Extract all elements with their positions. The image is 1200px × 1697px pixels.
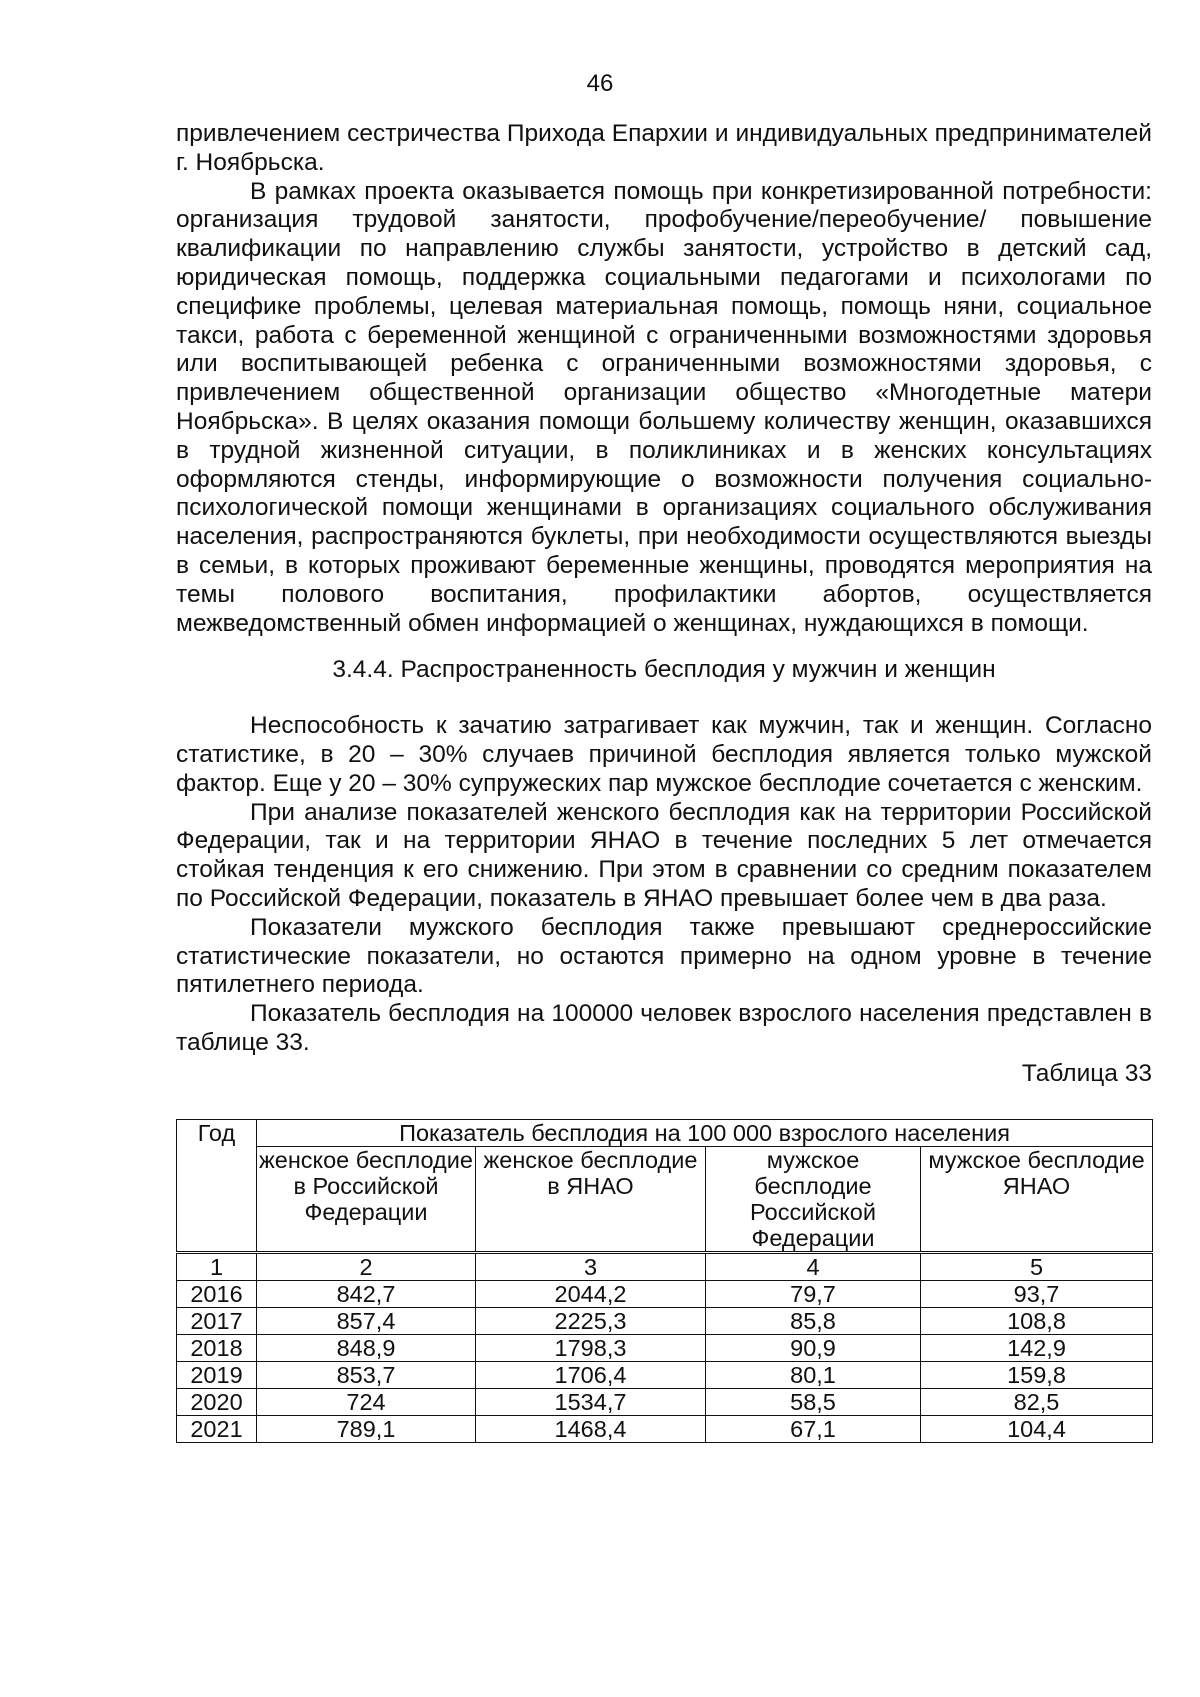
infertility-table — [176, 1119, 1153, 1443]
column-header: мужское бесплодие Российской Федерации — [706, 1146, 921, 1252]
table-cell: 724 — [257, 1388, 476, 1415]
table-cell: 1468,4 — [476, 1415, 706, 1442]
group-header: Показатель бесплодия на 100 000 взрослого населения — [257, 1119, 1153, 1146]
paragraph: Показатели мужского бесплодия также превышают среднероссийские статистические показатели, но остаются примерно на одном уровне в течение пятилетнего периода. — [176, 913, 1152, 999]
table-row — [177, 1415, 1153, 1442]
paragraph: Неспособность к зачатию затрагивает как мужчин, так и женщин. Согласно статистике, в 20 – 30% случаев причиной бесплодия является только мужской фактор. Еще у 20 – 30% супружеских пар мужское бесплодие сочетается с женским. — [176, 712, 1152, 797]
column-header: женское бесплодие в Российской Федерации — [257, 1146, 476, 1252]
table-cell: 857,4 — [257, 1307, 476, 1334]
column-number: 1 — [177, 1252, 257, 1280]
paragraph: В рамках проекта оказывается помощь при конкретизированной потребности: организация трудовой занятости, профобучение/переобучение/ повышение квалификации по направлению службы занятости, устройство в детский сад, юридическая помощь, поддержка социальными педагогами и психологами по специфике проблемы, целевая материальная помощь, помощь няни, социальное такси, работа с беременной женщиной с ограниченными возможностями здоровья или воспитывающей ребенка с ограниченными возможностями здоровья, с привлечением общественной организации общество «Многодетные матери Ноябрьска». В целях оказания помощи большему количеству женщин, оказавшихся в трудной жизненной ситуации, в поликлиниках и в женских консультациях оформляются стенды, информирующие о возможности получения социально-психологической помощи женщинами в организациях социального обслуживания населения, распространяются буклеты, при необходимости осуществляются выезды в семьи, в которых проживают беременные женщины, проводятся мероприятия на темы полового воспитания, профилактики абортов, осуществляется межведомственный обмен информацией о женщинах, нуждающихся в помощи. — [176, 177, 1152, 637]
page-number: 46 — [586, 70, 614, 97]
table-row — [177, 1388, 1153, 1415]
table-cell: 1798,3 — [476, 1334, 706, 1361]
section-title: 3.4.4. Распространенность бесплодия у мужчин и женщин — [332, 656, 996, 684]
table-cell: 2017 — [177, 1307, 257, 1334]
table-caption: Таблица 33 — [1021, 1059, 1152, 1087]
year-header: Год — [177, 1119, 257, 1252]
table-cell: 142,9 — [921, 1334, 1153, 1361]
table-cell: 2019 — [177, 1361, 257, 1388]
document-body — [176, 120, 1152, 1443]
table-cell: 848,9 — [257, 1334, 476, 1361]
column-number: 5 — [921, 1252, 1153, 1280]
table-cell: 2225,3 — [476, 1307, 706, 1334]
column-header: женское бесплодие в ЯНАО — [476, 1146, 706, 1252]
column-number: 4 — [706, 1252, 921, 1280]
table-cell: 2018 — [177, 1334, 257, 1361]
paragraph: При анализе показателей женского бесплодия как на территории Российской Федерации, так и на территории ЯНАО в течение последних 5 лет отмечается стойкая тенденция к его снижению. При этом в сравнении со средним показателем по Российской Федерации, показатель в ЯНАО превышает более чем в два раза. — [176, 798, 1152, 912]
table-cell: 93,7 — [921, 1280, 1153, 1307]
table-cell: 82,5 — [921, 1388, 1153, 1415]
table-cell: 80,1 — [706, 1361, 921, 1388]
column-number: 3 — [476, 1252, 706, 1280]
table-cell: 853,7 — [257, 1361, 476, 1388]
table-cell: 159,8 — [921, 1361, 1153, 1388]
table-cell: 789,1 — [257, 1415, 476, 1442]
table-cell: 85,8 — [706, 1307, 921, 1334]
table-cell: 1706,4 — [476, 1361, 706, 1388]
table-cell: 1534,7 — [476, 1388, 706, 1415]
table-row — [177, 1307, 1153, 1334]
table-cell: 108,8 — [921, 1307, 1153, 1334]
paragraph: Показатель бесплодия на 100000 человек взрослого населения представлен в таблице 33. — [176, 1000, 1152, 1056]
column-header: мужское бесплодие ЯНАО — [921, 1146, 1153, 1252]
table-cell: 2021 — [177, 1415, 257, 1442]
table-cell: 2016 — [177, 1280, 257, 1307]
table-row — [177, 1280, 1153, 1307]
table-cell: 2020 — [177, 1388, 257, 1415]
table-cell: 67,1 — [706, 1415, 921, 1442]
table-cell: 90,9 — [706, 1334, 921, 1361]
table-cell: 104,4 — [921, 1415, 1153, 1442]
table-cell: 2044,2 — [476, 1280, 706, 1307]
table-row — [177, 1361, 1153, 1388]
paragraph: привлечением сестричества Прихода Епархии и индивидуальных предпринимателей г. Ноябрьска. — [176, 120, 1152, 176]
table-cell: 79,7 — [706, 1280, 921, 1307]
column-number: 2 — [257, 1252, 476, 1280]
table-cell: 842,7 — [257, 1280, 476, 1307]
column-numbering-row — [177, 1252, 1153, 1280]
table-cell: 58,5 — [706, 1388, 921, 1415]
table-row — [177, 1334, 1153, 1361]
